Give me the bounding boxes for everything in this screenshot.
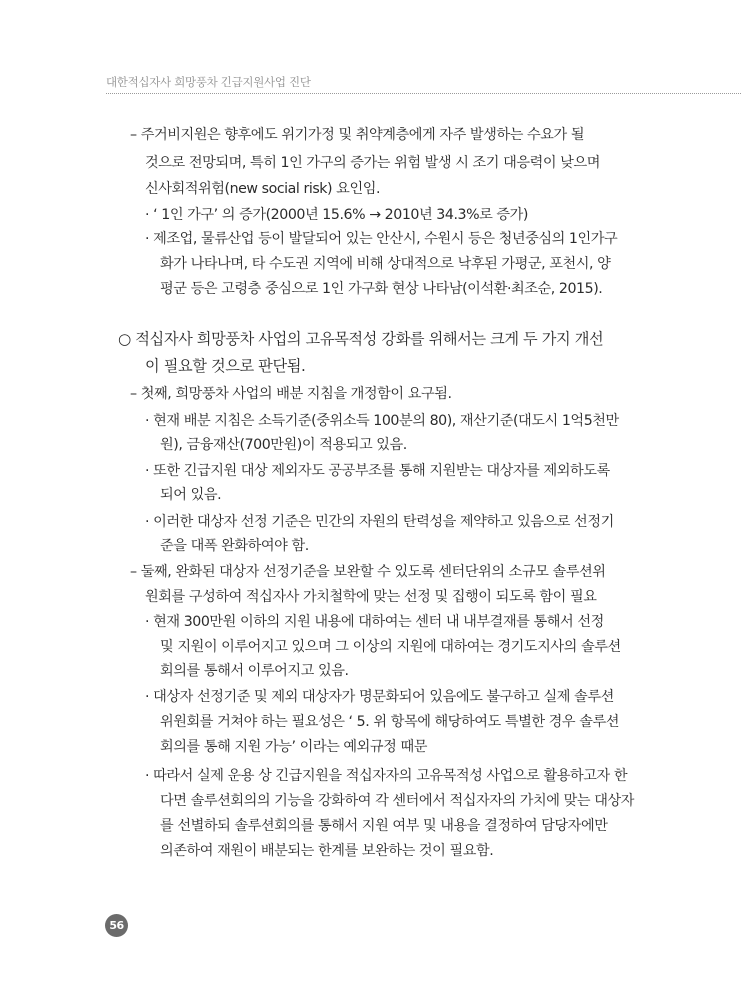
- section-heading: 이 필요할 것으로 판단됨.: [145, 357, 306, 375]
- page-number-badge: 56: [105, 914, 128, 937]
- body-line: 원), 금융재산(700만원)이 적용되고 있음.: [160, 437, 407, 453]
- body-line: · ‘ 1인 가구’ 의 증가(2000년 15.6% → 2010년 34.3%로 증가): [145, 207, 529, 223]
- body-line: 화가 나타나며, 타 수도권 지역에 비해 상대적으로 낙후된 가평군, 포천시, 양: [160, 256, 611, 272]
- body-line: · 현재 300만원 이하의 지원 내용에 대하여는 센터 내 내부결재를 통해서 선정: [145, 614, 604, 630]
- body-line: 및 지원이 이루어지고 있으며 그 이상의 지원에 대하여는 경기도지사의 솔루션: [160, 639, 621, 655]
- body-line: · 현재 배분 지침은 소득기준(중위소득 100분의 80), 재산기준(대도시 1억5천만: [145, 413, 619, 429]
- body-line: – 둘째, 완화된 대상자 선정기준을 보완할 수 있도록 센터단위의 소규모 솔루션위: [130, 564, 606, 580]
- body-line: 되어 있음.: [160, 487, 222, 503]
- body-line: · 제조업, 물류산업 등이 발달되어 있는 안산시, 수원시 등은 청년중심의 1인가구: [145, 231, 618, 247]
- body-line: 를 선별하되 솔루션회의를 통해서 지원 여부 및 내용을 결정하여 담당자에만: [160, 818, 608, 834]
- body-line: · 대상자 선정기준 및 제외 대상자가 명문화되어 있음에도 불구하고 실제 솔루션: [145, 689, 614, 705]
- body-line: 것으로 전망되며, 특히 1인 가구의 증가는 위험 발생 시 조기 대응력이 낮으며: [145, 155, 600, 171]
- body-line: 회의를 통해 지원 가능’ 이라는 예외규정 때문: [160, 739, 428, 755]
- running-header: 대한적십자사 희망풍차 긴급지원사업 진단: [106, 75, 311, 89]
- body-line: · 또한 긴급지원 대상 제외자도 공공부조를 통해 지원받는 대상자를 제외하도록: [145, 463, 610, 479]
- body-line: 다면 솔루션회의의 기능을 강화하여 각 센터에서 적십자자의 가치에 맞는 대상자: [160, 793, 634, 809]
- body-line: · 이러한 대상자 선정 기준은 민간의 자원의 탄력성을 제약하고 있음으로 선정기: [145, 514, 614, 530]
- header-divider: [106, 93, 741, 94]
- body-line: 위원회를 거쳐야 하는 필요성은 ‘ 5. 위 항목에 해당하여도 특별한 경우 솔루션: [160, 714, 620, 730]
- body-line: 원회를 구성하여 적십자사 가치철학에 맞는 선정 및 집행이 되도록 함이 필요: [145, 589, 597, 605]
- body-line: 회의를 통해서 이루어지고 있음.: [160, 663, 349, 679]
- body-line: – 첫째, 희망풍차 사업의 배분 지침을 개정함이 요구됨.: [130, 386, 452, 402]
- body-line: 의존하여 재원이 배분되는 한계를 보완하는 것이 필요함.: [160, 843, 494, 859]
- body-line: 준을 대폭 완화하여야 함.: [160, 538, 309, 554]
- section-heading: ○ 적십자사 희망풍차 사업의 고유목적성 강화를 위해서는 크게 두 가지 개선: [118, 330, 604, 348]
- body-line: · 따라서 실제 운용 상 긴급지원을 적십자자의 고유목적성 사업으로 활용하고자 한: [145, 768, 628, 784]
- body-line: – 주거비지원은 향후에도 위기가정 및 취약계층에게 자주 발생하는 수요가 될: [130, 127, 585, 143]
- body-line: 신사회적위험(new social risk) 요인임.: [145, 181, 381, 197]
- body-line: 평군 등은 고령층 중심으로 1인 가구화 현상 나타남(이석환·최조순, 2015).: [160, 281, 603, 297]
